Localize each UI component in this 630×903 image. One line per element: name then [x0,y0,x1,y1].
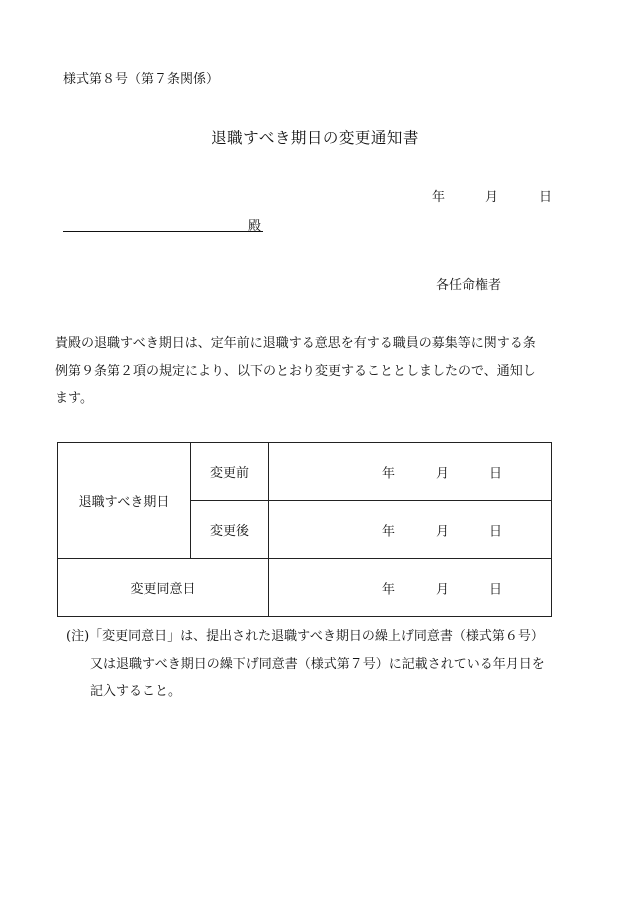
notice-body-line: 例第９条第２項の規定により、以下のとおり変更することとしましたので、通知し [55,363,536,379]
day-label: 日 [489,524,503,539]
before-change-label: 変更前 [191,443,269,501]
document-title: 退職すべき期日の変更通知書 [211,129,419,147]
day-label: 日 [489,466,503,481]
day-label: 日 [489,582,503,597]
consent-date-label: 変更同意日 [58,559,269,617]
addressee-blank-line [63,231,263,232]
before-change-date [269,443,552,501]
footnote [66,623,545,706]
after-change-label: 変更後 [191,501,269,559]
date-year-label: 年 [432,190,446,205]
addressee-suffix: 殿 [248,219,262,234]
notice-body-line: 貴殿の退職すべき期日は、定年前に退職する意思を有する職員の募集等に関する条 [55,336,536,351]
footnote-line: (注)「変更同意日」は、提出された退職すべき期日の繰上げ同意書（様式第６号） [66,629,544,644]
year-label: 年 [382,524,396,539]
retirement-date-label: 退職すべき期日 [58,443,191,559]
notice-body [55,330,555,413]
year-label: 年 [382,466,396,481]
issuer-label: 各任命権者 [436,278,502,293]
month-label: 月 [436,582,450,597]
notice-body-line: ます。 [55,391,93,406]
after-change-date [269,501,552,559]
table-row [58,559,552,617]
form-number: 様式第８号（第７条関係） [63,72,220,87]
year-label: 年 [382,582,396,597]
footnote-line: 又は退職すべき期日の繰下げ同意書（様式第７号）に記載されている年月日を [90,656,545,672]
retirement-date-table [57,442,552,617]
month-label: 月 [436,466,450,481]
date-month-label: 月 [485,190,499,205]
consent-date [269,559,552,617]
date-day-label: 日 [539,190,553,205]
footnote-line: 記入すること。 [90,684,182,699]
table-row [58,443,552,501]
month-label: 月 [436,524,450,539]
